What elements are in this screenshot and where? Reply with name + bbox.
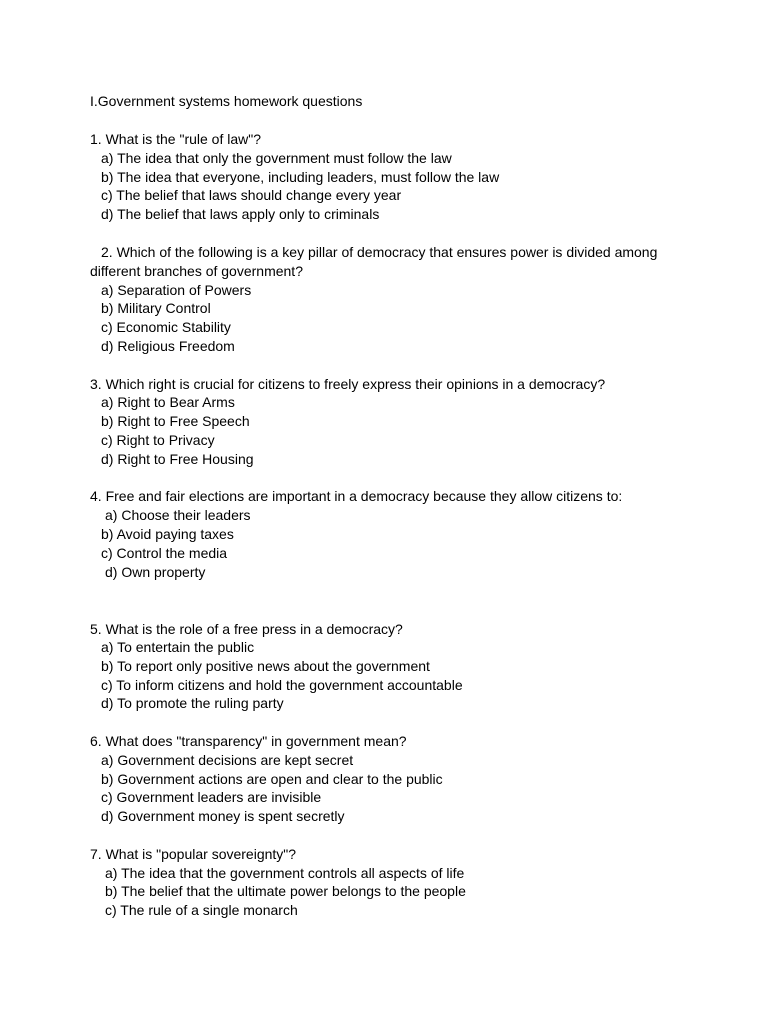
- question-5: 5. What is the role of a free press in a democracy?: [90, 621, 403, 637]
- question-4: 4. Free and fair elections are important in a democracy because they allow citizens to:: [90, 488, 623, 504]
- q2-option-a: a) Separation of Powers: [101, 282, 252, 298]
- q6-option-a: a) Government decisions are kept secret: [101, 752, 354, 768]
- q3-option-a: a) Right to Bear Arms: [101, 394, 235, 410]
- question-3: 3. Which right is crucial for citizens to freely express their opinions in a democracy?: [90, 376, 606, 392]
- q3-option-c: c) Right to Privacy: [101, 432, 215, 448]
- q5-option-b: b) To report only positive news about the government: [101, 658, 430, 674]
- q1-option-d: d) The belief that laws apply only to criminals: [101, 206, 380, 222]
- q4-option-a: a) Choose their leaders: [105, 507, 251, 523]
- q2-option-c: c) Economic Stability: [101, 319, 231, 335]
- q5-option-a: a) To entertain the public: [101, 639, 255, 655]
- question-2-continued: different branches of government?: [90, 263, 303, 279]
- document-title: I.Government systems homework questions: [90, 93, 363, 109]
- q5-option-c: c) To inform citizens and hold the government accountable: [101, 677, 463, 693]
- question-7: 7. What is "popular sovereignty"?: [90, 846, 297, 862]
- q6-option-d: d) Government money is spent secretly: [101, 808, 345, 824]
- q4-option-c: c) Control the media: [101, 545, 228, 561]
- q2-option-b: b) Military Control: [101, 300, 211, 316]
- q3-option-d: d) Right to Free Housing: [101, 451, 254, 467]
- q6-option-c: c) Government leaders are invisible: [101, 789, 322, 805]
- question-6: 6. What does "transparency" in government mean?: [90, 733, 407, 749]
- q7-option-c: c) The rule of a single monarch: [105, 902, 298, 918]
- q2-option-d: d) Religious Freedom: [101, 338, 235, 354]
- q3-option-b: b) Right to Free Speech: [101, 413, 250, 429]
- q1-option-c: c) The belief that laws should change every year: [101, 187, 402, 203]
- q4-option-b: b) Avoid paying taxes: [101, 526, 234, 542]
- q4-option-d: d) Own property: [105, 564, 206, 580]
- q5-option-d: d) To promote the ruling party: [101, 695, 284, 711]
- q6-option-b: b) Government actions are open and clear to the public: [101, 771, 443, 787]
- question-1: 1. What is the "rule of law"?: [90, 131, 262, 147]
- q7-option-b: b) The belief that the ultimate power belongs to the people: [105, 883, 466, 899]
- q1-option-b: b) The idea that everyone, including leaders, must follow the law: [101, 169, 500, 185]
- q7-option-a: a) The idea that the government controls all aspects of life: [105, 865, 465, 881]
- q1-option-a: a) The idea that only the government must follow the law: [101, 150, 452, 166]
- question-2: 2. Which of the following is a key pillar of democracy that ensures power is divided among: [101, 244, 658, 260]
